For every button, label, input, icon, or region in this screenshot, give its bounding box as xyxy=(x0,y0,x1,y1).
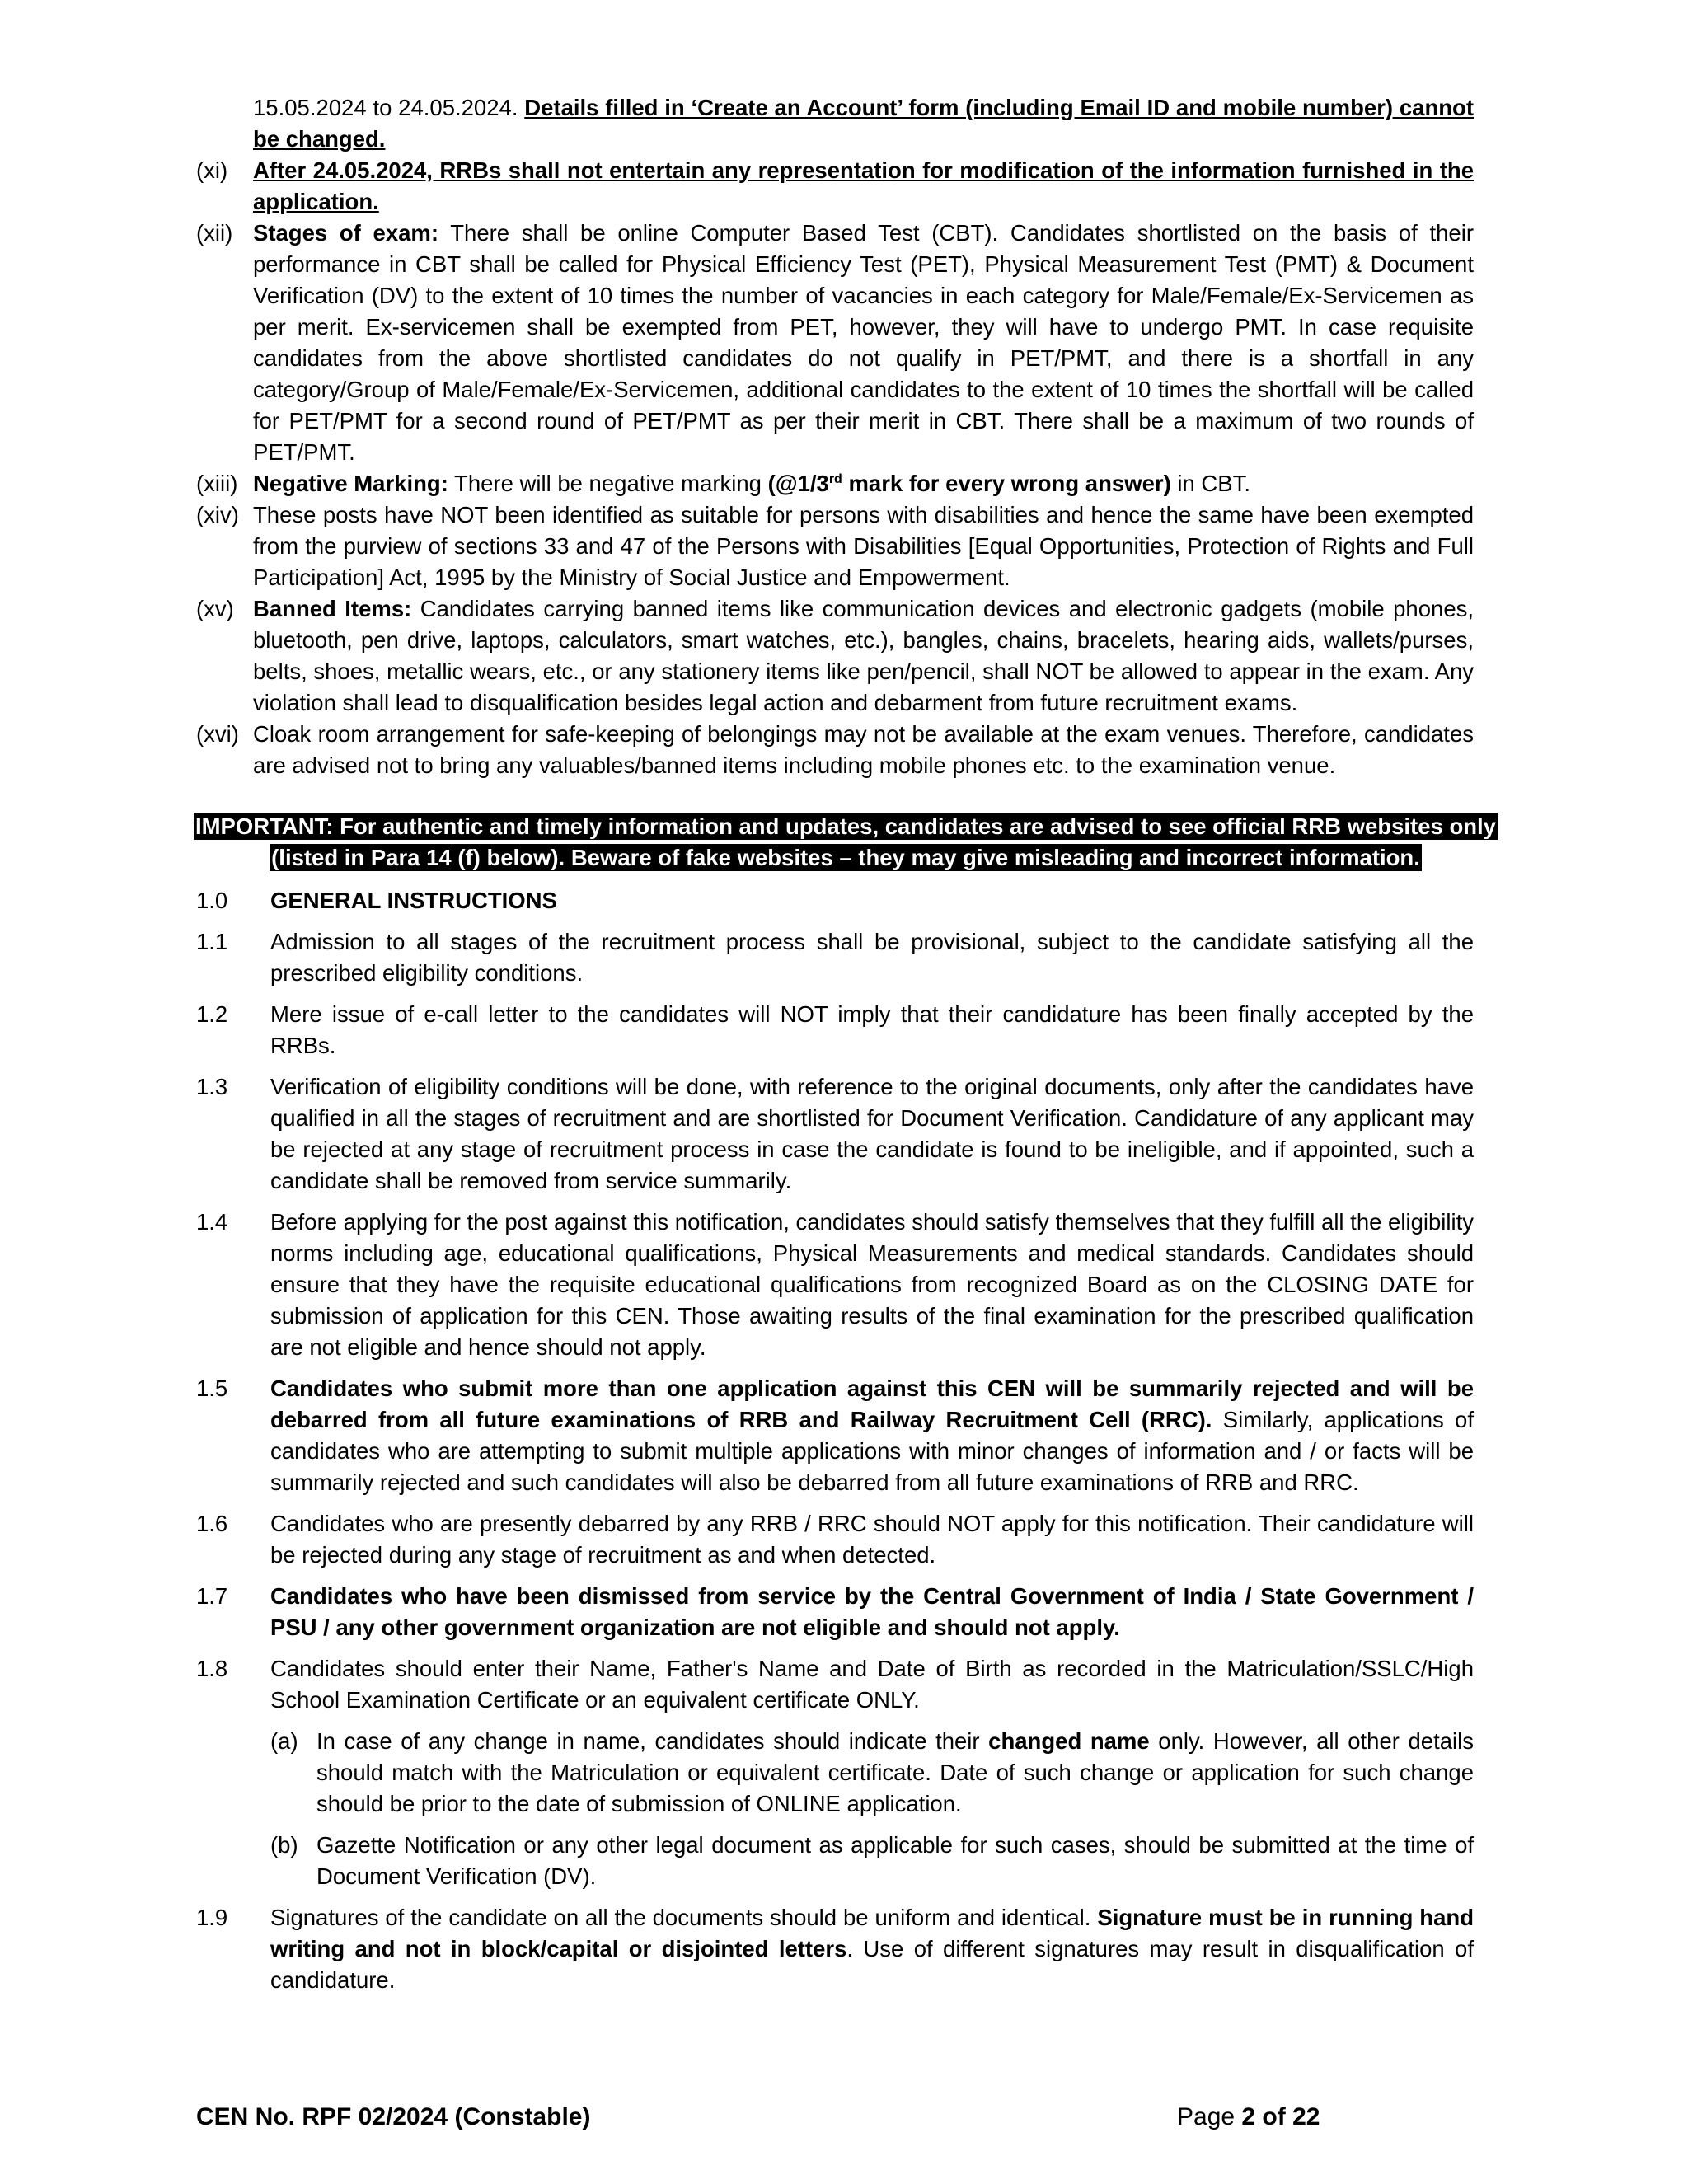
item-text: After 24.05.2024, RRBs shall not entertain any representation for modification of the information furnished in the application. xyxy=(253,157,1474,214)
para-text: Verification of eligibility conditions will be done, with reference to the original documents, only after the candidates have qualified in all the stages of recruitment and are shortlisted for Document Verification. Candidature of any applicant may be rejected at any stage of recruitment process in case the candidate is found to be ineligible, and if appointed, such a candidate shall be removed from service summarily. xyxy=(270,1074,1474,1193)
para-number: 1.7 xyxy=(196,1583,228,1609)
section-heading xyxy=(196,885,1474,916)
para-1-1 xyxy=(196,926,1474,989)
item-body: Candidates carrying banned items like communication devices and electronic gadgets (mobile phones, bluetooth, pen drive, laptops, calculators, smart watches, etc.), bangles, chains, bracelets, hearing aids, wallets/purses, belts, shoes, metallic wears, etc., or any stationery items like pen/pencil, shall NOT be allowed to appear in the exam. Any violation shall lead to disqualification besides legal action and debarment from future recruitment exams. xyxy=(253,596,1474,715)
para-1-8-a xyxy=(270,1726,1474,1820)
item-label: (xii) xyxy=(196,220,233,246)
item-text: Cloak room arrangement for safe-keeping of belongings may not be available at the exam venues. Therefore, candidates are advised not to bring any valuables/banned items including mobile phones etc. to the examination venue. xyxy=(253,721,1474,778)
para-body: Similarly, applications of candidates who are attempting to submit multiple applications with minor changes of information and / or facts will be summarily rejected and such candidates will also be debarred from all future examinations of RRB and RRC. xyxy=(270,1407,1474,1495)
sub-bold: changed name xyxy=(988,1728,1150,1754)
sub-body: only. However, all other details should match with the Matriculation or equivalent certificate. Date of such change or application for such change should be prior to the date of submission of ONLINE application. xyxy=(316,1728,1474,1816)
important-notice xyxy=(193,811,1498,874)
para-body: . Use of different signatures may result in disqualification of candidature. xyxy=(270,1936,1474,1993)
para-text xyxy=(270,1373,1474,1498)
item-xv xyxy=(196,593,1474,719)
item-body: There will be negative marking xyxy=(448,471,768,496)
item-label: (xiv) xyxy=(196,502,239,527)
sub-text: Gazette Notification or any other legal document as applicable for such cases, should be submitted at the time of Document Verification (DV). xyxy=(316,1832,1474,1889)
item-xi xyxy=(196,155,1474,218)
para-text: Admission to all stages of the recruitment process shall be provisional, subject to the candidate satisfying all the prescribed eligibility conditions. xyxy=(270,929,1474,986)
item-text xyxy=(253,468,1474,499)
para-number: 1.5 xyxy=(196,1376,228,1401)
item-body: There shall be online Computer Based Test (CBT). Candidates shortlisted on the basis of their performance in CBT shall be called for Physical Efficiency Test (PET), Physical Measurement Test (PMT) & Document Verification (DV) to the extent of 10 times the number of vacancies in each category for Male/Female/Ex-Servicemen as per merit. Ex-servicemen shall be exempted from PET, however, they will have to undergo PMT. In case requisite candidates from the above shortlisted candidates do not qualify in PET/PMT, and there is a shortfall in any category/Group of Male/Female/Ex-Servicemen, additional candidates to the extent of 10 times the shortfall will be called for PET/PMT for a second round of PET/PMT as per their merit in CBT. There shall be a maximum of two rounds of PET/PMT. xyxy=(253,220,1474,465)
para-text: Candidates should enter their Name, Father's Name and Date of Birth as recorded in the Matriculation/SSLC/High School Examination Certificate or an equivalent certificate ONLY. xyxy=(270,1656,1474,1713)
para-text: Before applying for the post against this notification, candidates should satisfy themselves that they fulfill all the eligibility norms including age, educational qualifications, Physical Measurements and medical standards. Candidates should ensure that they have the requisite educational qualifications from recognized Board as on the CLOSING DATE for submission of application for this CEN. Those awaiting results of the final examination for the prescribed qualification are not eligible and hence should not apply. xyxy=(270,1209,1474,1360)
para-number: 1.8 xyxy=(196,1656,228,1681)
para-bold: Candidates who submit more than one application against this CEN will be summarily rejected and will be debarred from all future examinations of RRB and Railway Recruitment Cell (RRC). xyxy=(270,1376,1474,1432)
para-1-6 xyxy=(196,1508,1474,1571)
sub-text xyxy=(316,1726,1474,1820)
item-body: in CBT. xyxy=(1170,471,1251,496)
para-1-2 xyxy=(196,999,1474,1062)
para-1-7 xyxy=(196,1581,1474,1643)
para-text xyxy=(270,1902,1474,1996)
item-heading: Stages of exam: xyxy=(253,220,439,246)
para-1-5 xyxy=(196,1373,1474,1498)
page-count: 2 of 22 xyxy=(1241,2103,1320,2130)
item-label: (xvi) xyxy=(196,721,239,747)
para-1-9 xyxy=(196,1902,1474,1996)
sub-body: In case of any change in name, candidates should indicate their xyxy=(316,1728,989,1754)
para-number: 1.3 xyxy=(196,1074,228,1099)
important-line-2: (listed in Para 14 (f) below). Beware of fake websites – they may give misleading and incorrect information. xyxy=(271,845,1420,870)
intro-paragraph xyxy=(253,92,1474,155)
para-number: 1.1 xyxy=(196,929,228,954)
important-line-1: IMPORTANT: For authentic and timely information and updates, candidates are advised to see official RRB websites only xyxy=(195,813,1496,839)
para-text: Candidates who are presently debarred by any RRB / RRC should NOT apply for this notification. Their candidature will be rejected during any stage of recruitment as and when detected. xyxy=(270,1511,1474,1568)
para-1-3 xyxy=(196,1071,1474,1197)
para-1-8-b xyxy=(270,1830,1474,1892)
para-bold: Signature must be in running hand writing and not in block/capital or disjointed letters xyxy=(270,1905,1474,1961)
intro-warning: Details filled in ‘Create an Account’ form (including Email ID and mobile number) cannot be changed. xyxy=(253,95,1475,152)
item-text xyxy=(253,218,1474,468)
page-prefix: Page xyxy=(1177,2103,1242,2130)
item-label: (xi) xyxy=(196,157,228,183)
item-xiii xyxy=(196,468,1474,499)
item-label: (xv) xyxy=(196,596,234,621)
sub-label: (b) xyxy=(270,1832,298,1858)
para-text: Mere issue of e-call letter to the candidates will NOT imply that their candidature has been finally accepted by the RRBs. xyxy=(270,1001,1474,1058)
item-bold: (@1/3 xyxy=(767,471,829,496)
section-title: GENERAL INSTRUCTIONS xyxy=(270,888,557,913)
sub-label: (a) xyxy=(270,1728,298,1754)
para-1-4 xyxy=(196,1207,1474,1363)
item-label: (xiii) xyxy=(196,471,238,496)
item-text: These posts have NOT been identified as suitable for persons with disabilities and hence the same have been exempted from the purview of sections 33 and 47 of the Persons with Disabilities [Equal Opportunities, Protection of Rights and Full Participation] Act, 1995 by the Ministry of Social Justice and Empowerment. xyxy=(253,502,1474,590)
para-number: 1.9 xyxy=(196,1905,228,1930)
footer-page-number xyxy=(1177,2103,1320,2131)
item-heading: Banned Items: xyxy=(253,596,412,621)
item-bold: mark for every wrong answer) xyxy=(842,471,1171,496)
item-xvi xyxy=(196,719,1474,781)
para-number: 1.6 xyxy=(196,1511,228,1536)
section-number: 1.0 xyxy=(196,888,228,913)
intro-dates: 15.05.2024 to 24.05.2024. xyxy=(253,95,518,120)
footer-cen-number: CEN No. RPF 02/2024 (Constable) xyxy=(196,2103,591,2130)
para-body: Signatures of the candidate on all the documents should be uniform and identical. xyxy=(270,1905,1098,1930)
item-superscript: rd xyxy=(828,471,842,486)
item-xiv xyxy=(196,499,1474,593)
para-number: 1.2 xyxy=(196,1001,228,1027)
item-heading: Negative Marking: xyxy=(253,471,448,496)
document-page xyxy=(195,92,1496,1996)
item-xii xyxy=(196,218,1474,468)
para-number: 1.4 xyxy=(196,1209,228,1235)
item-text xyxy=(253,593,1474,719)
para-text: Candidates who have been dismissed from service by the Central Government of India / State Government / PSU / any other government organization are not eligible and should not apply. xyxy=(270,1583,1474,1640)
para-1-8 xyxy=(196,1653,1474,1716)
